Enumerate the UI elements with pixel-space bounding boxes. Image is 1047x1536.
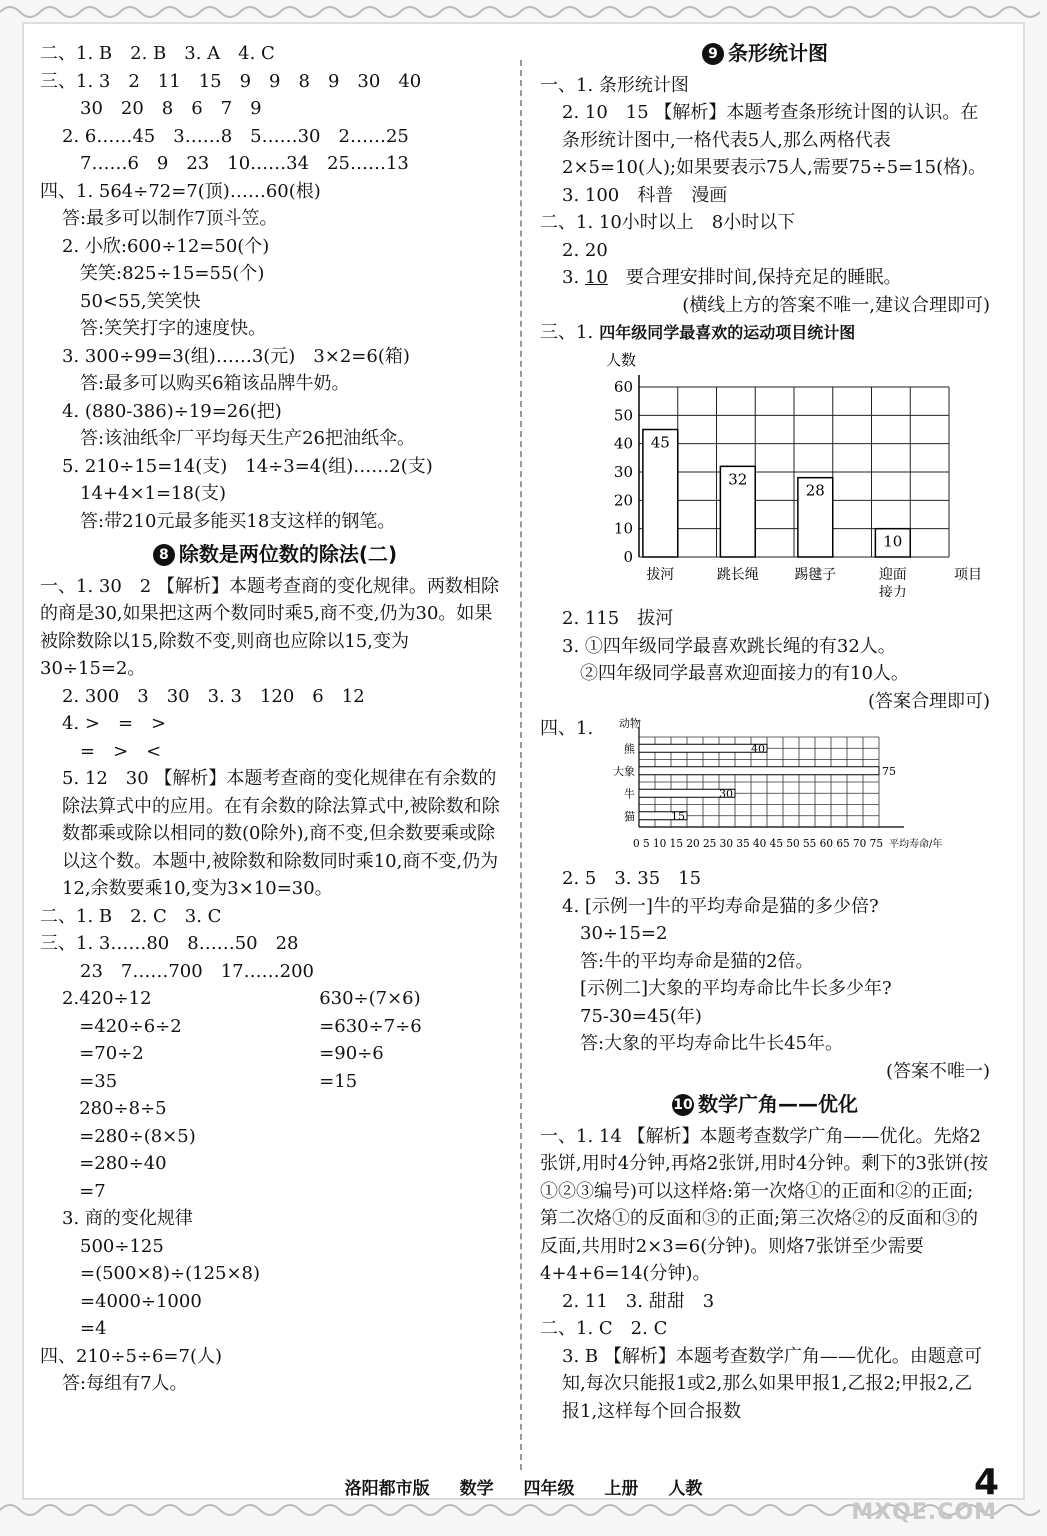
lifespan-bar-chart <box>599 715 979 865</box>
calc-step: =4 <box>80 1318 107 1339</box>
x-axis-label: 平均寿命/年 <box>889 839 943 850</box>
answer-line: 3. 300÷99=3(组)……3(元) 3×2=6(箱) <box>62 345 410 367</box>
chart-title: 四年级同学最喜欢的运动项目统计图 <box>599 323 856 342</box>
x-tick-label: 接力 <box>879 584 907 597</box>
calc-step: =420÷6÷2 <box>79 1015 182 1037</box>
answer-line: 30÷15=2 <box>580 923 668 944</box>
footer-volume: 上册 <box>604 1479 639 1499</box>
answer-line: 2. 20 <box>562 239 608 261</box>
calculation-grid <box>79 985 519 1205</box>
answer-line: 14+4×1=18(支) <box>80 483 227 504</box>
answer-line: 答:牛的平均寿命是猫的2倍。 <box>580 950 814 972</box>
y-tick-label: 20 <box>614 490 634 509</box>
answer-line: 三、1. 3……80 8……50 28 <box>40 933 299 954</box>
bar-data-label: 10 <box>883 532 903 551</box>
footer-subject: 数学 <box>459 1479 494 1499</box>
bar-data-label: 28 <box>805 481 826 500</box>
section-title <box>540 40 990 68</box>
footer-city: 洛阳都市版 <box>344 1479 430 1499</box>
left-column <box>40 40 510 1398</box>
decorative-top-border <box>0 0 1047 22</box>
footer-edition: 人教 <box>668 1479 703 1499</box>
bar-data-label: 40 <box>751 742 766 756</box>
bar-chart-block <box>540 319 990 605</box>
answer-line: 2. 小欣:600÷12=50(个) <box>62 235 270 257</box>
answer-paragraph: 2. 10 15 【解析】本题考查条形统计图的认识。在条形统计图中,一格代表5人,那么两格代表2×5=10(人);如果要表示75人,需要75÷5=15(格)。 <box>562 102 987 178</box>
answer-line: 答:笑笑打字的速度快。 <box>80 318 267 339</box>
section-number-badge: 10 <box>672 1094 694 1116</box>
answer-line: 答:大象的平均寿命比牛长45年。 <box>580 1033 843 1054</box>
x-tick-label: 迎面 <box>879 566 907 583</box>
calc-step: 630÷(7×6) <box>319 988 421 1009</box>
right-column <box>540 40 990 1425</box>
lifespan-chart-block <box>540 715 990 865</box>
answer-paragraph: 3. B 【解析】本题考查数学广角——优化。由题意可知,每次只能报1或2,那么如果甲报1,乙报2;甲报2,乙报1,这样每个回合报数 <box>562 1345 982 1422</box>
y-tick-label: 50 <box>614 405 634 424</box>
y-tick-label: 0 <box>623 547 634 566</box>
y-tick-label: 30 <box>614 462 634 481</box>
calc-step: =70÷2 <box>79 1043 144 1064</box>
bar-data-label: 45 <box>650 433 671 451</box>
answer-line: 2. 300 3 30 3. 3 120 6 12 <box>62 685 365 707</box>
calc-step: =630÷7÷6 <box>319 1015 422 1037</box>
note: (横线上方的答案不唯一,建议合理即可) <box>682 294 990 316</box>
calc-step: 280÷8÷5 <box>79 1098 167 1119</box>
footer-grade: 四年级 <box>523 1479 575 1499</box>
answer-line: 二、1. B 2. C 3. C <box>40 905 222 927</box>
bar-chart-container <box>599 319 989 605</box>
section-title-text: 除数是两位数的除法(二) <box>178 542 398 566</box>
answer-line: 答:该油纸伞厂平均每天生产26把油纸伞。 <box>80 428 415 449</box>
x-tick-label: 踢毽子 <box>794 566 837 583</box>
section-title-text: 条形统计图 <box>728 41 828 65</box>
answer-line: 5. 210÷15=14(支) 14÷3=4(组)……2(支) <box>62 455 433 477</box>
bar <box>639 744 767 752</box>
answer-line <box>540 264 990 292</box>
calc-step: 500÷125 <box>80 1235 164 1257</box>
answer-paragraph: 一、1. 30 2 【解析】本题考查商的变化规律。两数相除的商是30,如果把这两个数同时乘5,商不变,仍为30。如果被除数除以15,除数不变,则商也应除以15,变为30÷15=2。 <box>40 575 499 679</box>
calc-step: =15 <box>319 1070 358 1092</box>
answer-line: 二、1. B 2. B 3. A 4. C <box>40 43 275 64</box>
y-tick-label: 熊 <box>624 742 636 756</box>
answer-line: 50<55,笑笑快 <box>80 290 201 312</box>
note: (答案不唯一) <box>885 1060 990 1082</box>
answer-label: 3. <box>562 267 585 288</box>
calc-step: =90÷6 <box>319 1043 384 1064</box>
answer-line: 23 7……700 17……200 <box>80 960 314 982</box>
x-axis-label: 项目 <box>954 566 983 583</box>
bar-data-label: 15 <box>671 809 686 823</box>
answer-line: 一、1. 条形统计图 <box>540 74 689 96</box>
y-tick-label: 40 <box>614 434 634 453</box>
answer-line: [示例二]大象的平均寿命比牛长多少年? <box>580 978 892 999</box>
calc-step: =35 <box>79 1070 118 1092</box>
y-axis-label: 动物 <box>619 717 642 730</box>
answer-line: 二、1. 10小时以上 8小时以下 <box>540 212 796 233</box>
answer-line: 答:每组有7人。 <box>62 1373 188 1394</box>
calc-step: =280÷40 <box>79 1153 167 1174</box>
answer-line: 2. 115 拔河 <box>562 608 674 629</box>
y-tick-label: 牛 <box>624 787 636 801</box>
y-axis-label: 人数 <box>606 350 637 369</box>
answer-line: 3. 商的变化规律 <box>62 1208 193 1229</box>
section-number-badge: 8 <box>153 544 175 566</box>
answer-text: 要合理安排时间,保持充足的睡眠。 <box>607 267 902 288</box>
section-title <box>40 541 510 569</box>
calc-step: 420÷12 <box>79 988 152 1009</box>
note: (答案合理即可) <box>867 690 990 712</box>
answer-label: 三、1. <box>540 322 594 343</box>
answer-line: 2. 5 3. 35 15 <box>562 868 702 889</box>
calc-column-left <box>79 985 319 1205</box>
calc-step: =(500×8)÷(125×8) <box>80 1263 261 1284</box>
answer-label: 四、1. <box>540 718 594 739</box>
answer-line: 4. (880-386)÷19=26(把) <box>62 400 282 422</box>
sports-bar-chart <box>599 347 989 597</box>
section-title-text: 数学广角——优化 <box>698 1092 858 1116</box>
answer-line: 四、1. 564÷72=7(顶)……60(根) <box>40 180 321 202</box>
calc-column-right <box>319 985 519 1205</box>
x-tick-label: 跳长绳 <box>717 566 759 583</box>
column-divider <box>520 60 522 1470</box>
answer-line: 2. 11 3. 甜甜 3 <box>562 1290 715 1312</box>
answer-line: 4. [示例一]牛的平均寿命是猫的多少倍? <box>562 895 879 917</box>
watermark: MXQE.COM <box>851 1500 997 1525</box>
bar <box>639 767 879 775</box>
answer-line: 4. > = > <box>62 713 167 734</box>
calc-step: =7 <box>79 1180 106 1202</box>
blank-answer: 10 <box>584 267 608 288</box>
answer-paragraph: 一、1. 14 【解析】本题考查数学广角——优化。先烙2张饼,用时4分钟,再烙2张饼,用时4分钟。剩下的3张饼(按①②③编号)可以这样烙:第一次烙①的正面和②的正面;第二次烙①的反面和③的正面;第三次烙②的反面和③的反面,共用时2×3=6(分钟)。则烙7张饼至少需要4+4+6=14(分钟)。 <box>540 1125 988 1284</box>
answer-line: 2. 6……45 3……8 5……30 2……25 <box>62 125 409 147</box>
page-footer <box>0 1474 1047 1499</box>
answer-line: 三、1. 3 2 11 15 9 9 8 9 30 40 <box>40 70 422 92</box>
x-tick-label: 拔河 <box>646 566 675 583</box>
answer-line: 答:最多可以购买6箱该品牌牛奶。 <box>80 373 350 394</box>
section-title <box>540 1091 990 1119</box>
section-number-badge: 9 <box>702 43 724 65</box>
y-tick-label: 大象 <box>613 764 636 778</box>
answer-line: 答:最多可以制作7顶斗笠。 <box>62 208 278 229</box>
x-tick-labels: 0 5 10 15 20 25 30 35 40 45 50 55 60 65 70 75 <box>633 837 884 850</box>
bar-data-label: 30 <box>719 787 734 801</box>
answer-line: ②四年级同学最喜欢迎面接力的有10人。 <box>580 663 909 684</box>
bar-data-label: 32 <box>728 469 748 488</box>
answer-line: = > < <box>80 740 162 762</box>
answer-line: 四、210÷5÷6=7(人) <box>40 1345 223 1367</box>
answer-line: 答:带210元最多能买18支这样的钢笔。 <box>80 510 396 532</box>
calc-step: =280÷(8×5) <box>79 1125 196 1147</box>
answer-line: 3. 100 科普 漫画 <box>562 184 728 206</box>
y-tick-label: 10 <box>614 519 634 538</box>
calc-step: =4000÷1000 <box>80 1290 202 1312</box>
answer-line: 7……6 9 23 10……34 25……13 <box>80 153 409 174</box>
page-number: 4 <box>973 1462 999 1503</box>
answer-paragraph: 5. 12 30 【解析】本题考查商的变化规律在有余数的除法算式中的应用。在有余数的除法算式中,被除数和除数都乘或除以相同的数(0除外),商不变,但余数要乘或除以这个数。本题中,被除数和除数同时乘10,商不变,仍为12,余数要乘10,变为3×10=30。 <box>62 768 500 899</box>
y-tick-label: 60 <box>614 377 634 396</box>
y-tick-label: 猫 <box>624 809 636 823</box>
answer-line: 二、1. C 2. C <box>540 1318 668 1339</box>
answer-label: 2. <box>62 988 80 1009</box>
bar-data-label: 75 <box>882 764 897 778</box>
answer-line: 30 20 8 6 7 9 <box>80 98 262 119</box>
answer-line: 75-30=45(年) <box>580 1005 702 1027</box>
answer-line: 3. ①四年级同学最喜欢跳长绳的有32人。 <box>562 635 896 657</box>
answer-line: 笑笑:825÷15=55(个) <box>80 263 265 284</box>
